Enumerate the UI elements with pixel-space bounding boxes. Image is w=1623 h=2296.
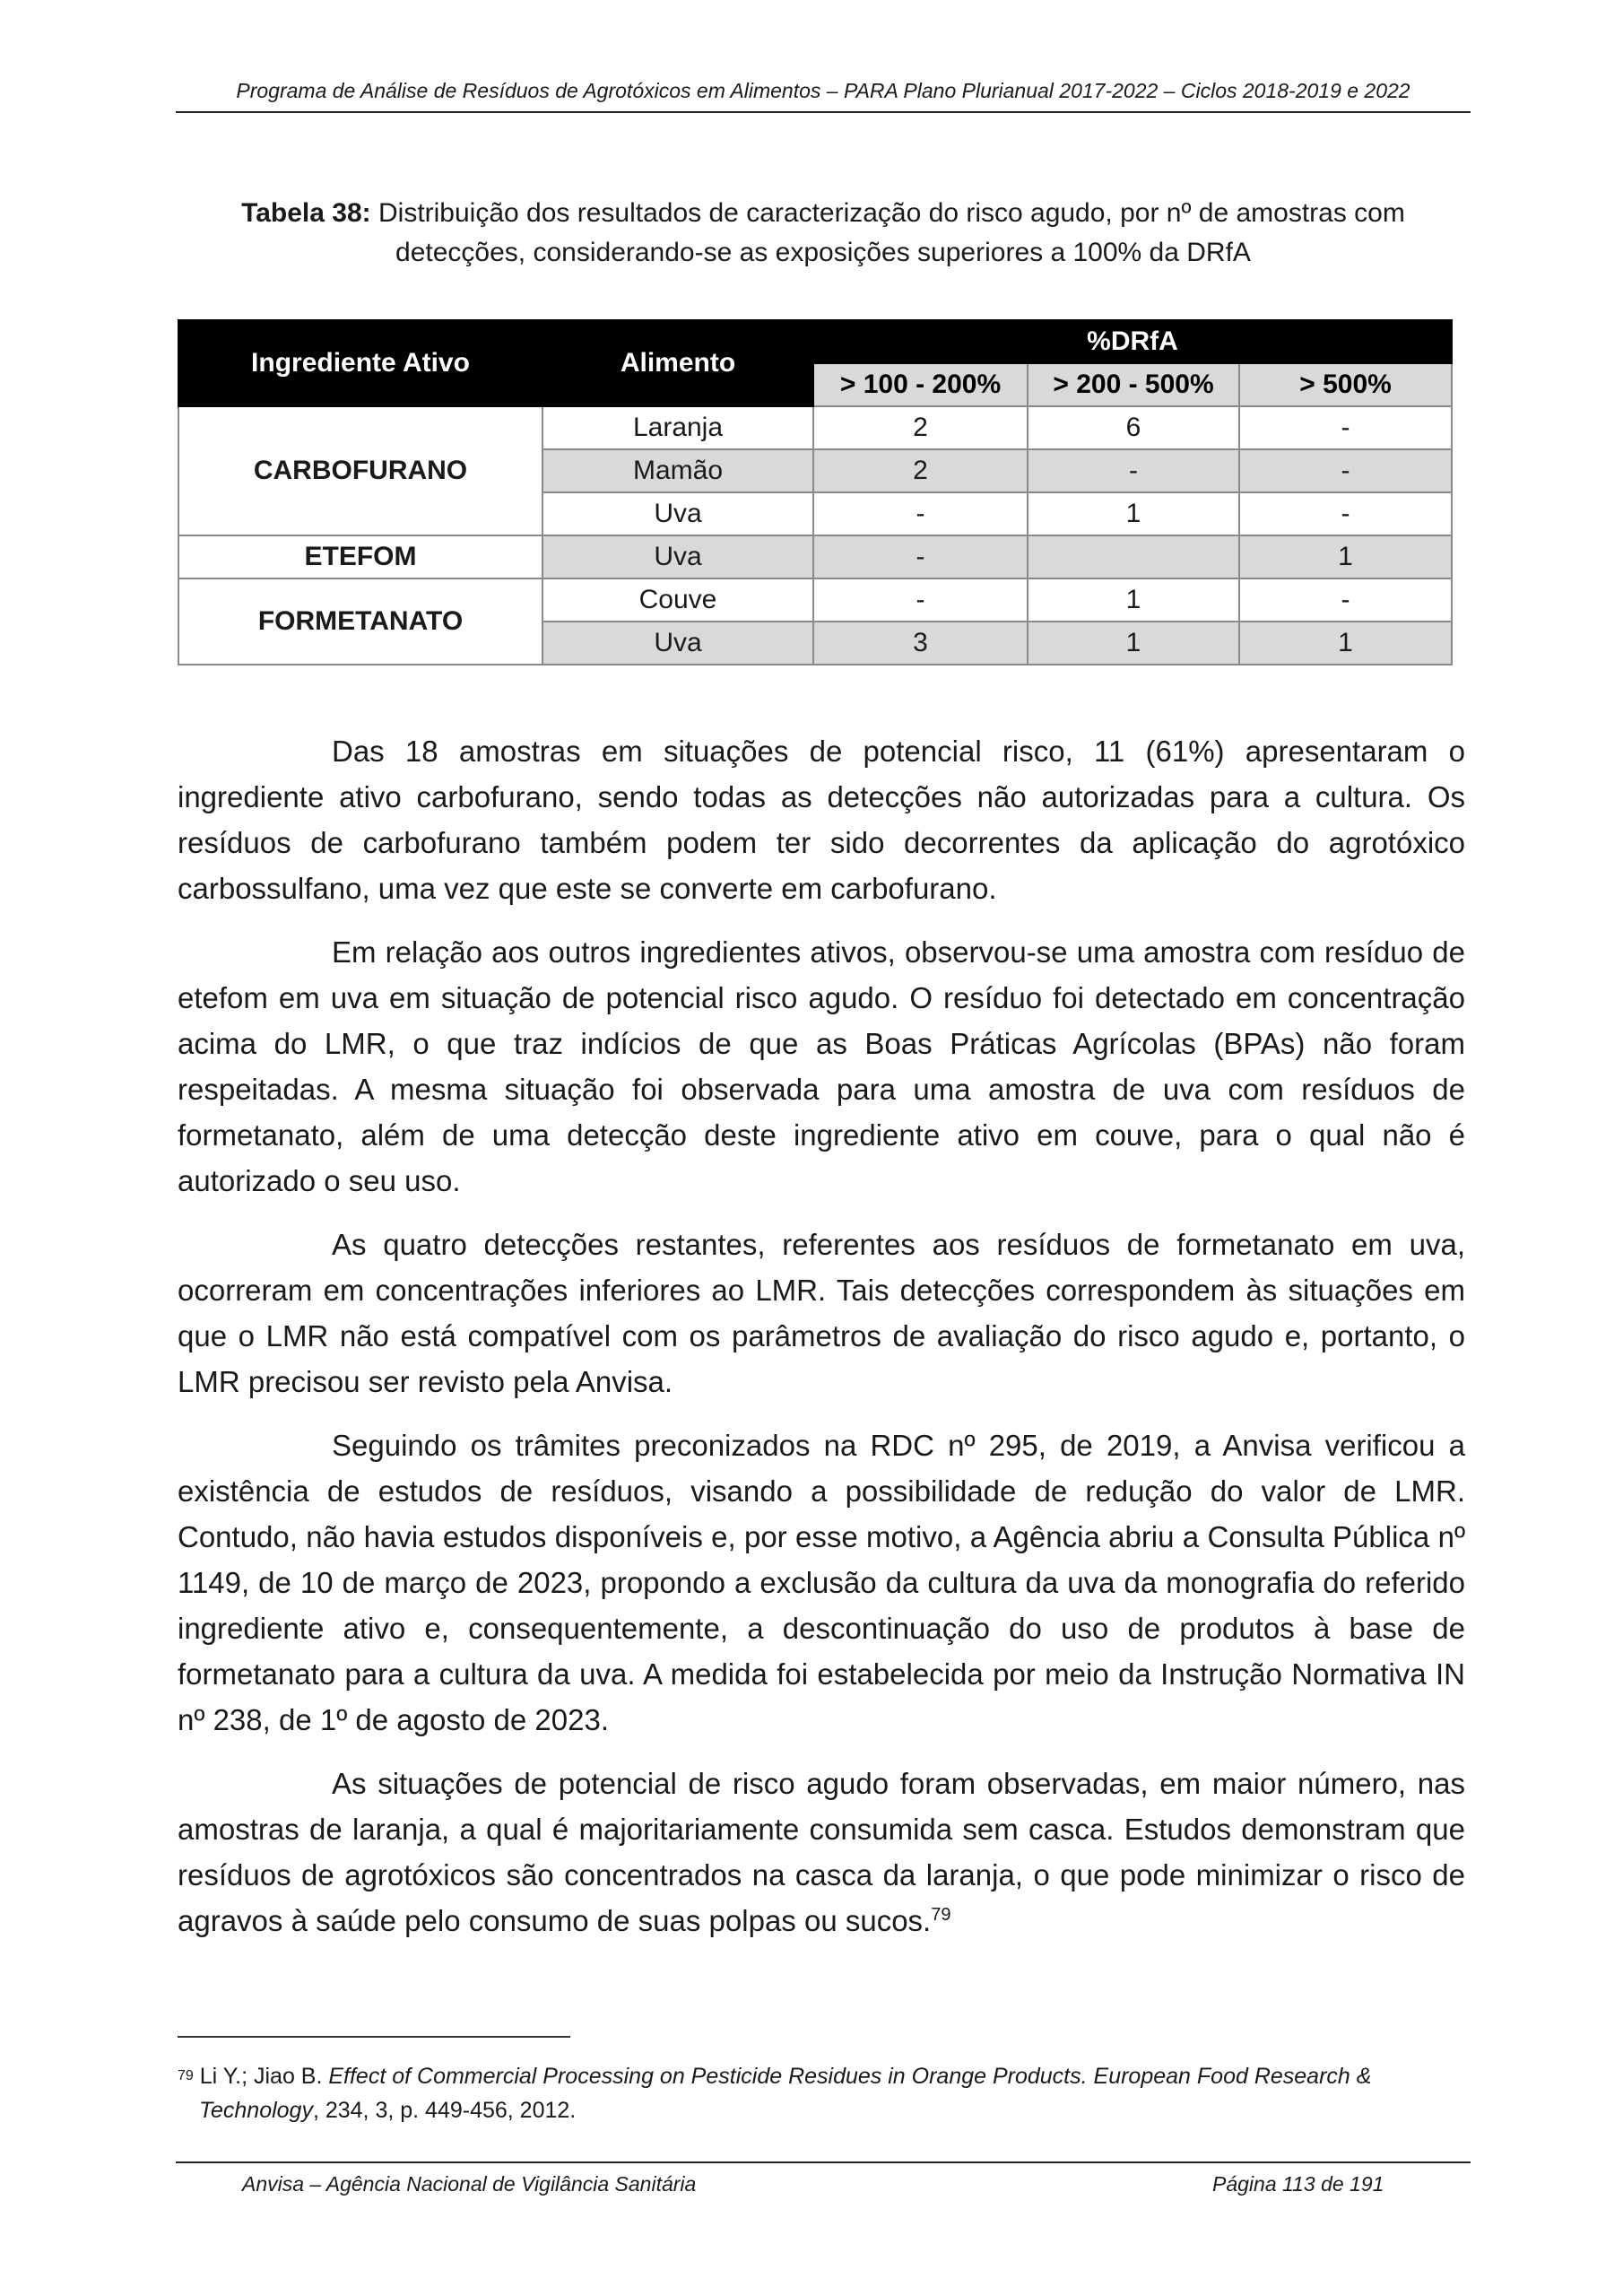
value-cell: 3 <box>813 622 1028 665</box>
value-cell: - <box>1239 406 1452 449</box>
paragraph: Em relação aos outros ingredientes ativos, observou-se uma amostra com resíduo de etefom em uva em situação de potencial risco agudo. O resíduo foi detectado em concentração acima do LMR, o que traz indícios de que as Boas Práticas Agrícolas (BPAs) não foram respeitadas. A mesma situação foi observada para uma amostra de uva com resíduos de formetanato, além de uma detecção deste ingrediente ativo em couve, para o qual não é autorizado o seu uso. <box>178 935 1465 1197</box>
running-header: Programa de Análise de Resíduos de Agrotóxicos em Alimentos – PARA Plano Plurianual 2017-2022 – Ciclos 2018-2019 e 2022 <box>236 79 1410 102</box>
ingredient-cell: ETEFOM <box>178 535 542 578</box>
value-cell: 2 <box>813 406 1028 449</box>
header-ingredient: Ingrediente Ativo <box>178 320 542 406</box>
header-divider <box>176 111 1471 113</box>
value-cell: - <box>1239 492 1452 535</box>
food-cell: Uva <box>542 622 813 665</box>
body-text <box>178 728 1465 1961</box>
value-cell: - <box>1239 578 1452 622</box>
footer-divider <box>176 2161 1471 2163</box>
value-cell: 2 <box>813 449 1028 492</box>
footnote-title: Effect of Commercial Processing on Pesticide Residues in Orange Products. European Food Research & <box>328 2064 1372 2089</box>
food-cell: Couve <box>542 578 813 622</box>
footnote-rest: , 234, 3, p. 449-456, 2012. <box>312 2098 577 2123</box>
value-cell: 1 <box>1028 578 1239 622</box>
value-cell: 6 <box>1028 406 1239 449</box>
value-cell: - <box>1028 449 1239 492</box>
risk-table <box>178 319 1453 665</box>
footnote-title-cont: Technology <box>199 2098 313 2123</box>
food-cell: Uva <box>542 492 813 535</box>
header-drfa: %DRfA <box>813 320 1452 363</box>
footnote-divider <box>178 2036 570 2038</box>
value-cell: 1 <box>1239 622 1452 665</box>
value-cell: - <box>813 492 1028 535</box>
caption-label: Tabela 38: <box>241 198 371 228</box>
caption-text-line2: detecções, considerando-se as exposições superiores a 100% da DRfA <box>395 238 1251 267</box>
footnote-number: 79 <box>178 2068 194 2083</box>
paragraph: Seguindo os trâmites preconizados na RDC nº 295, de 2019, a Anvisa verificou a existência de estudos de resíduos, visando a possibilidade de redução do valor de LMR. Contudo, não havia estudos disponíveis e, por esse motivo, a Agência abriu a Consulta Pública nº 1149, de 10 de março de 2023, propondo a exclusão da cultura da uva da monografia do referido ingrediente ativo e, consequentemente, a descontinuação do uso de produtos à base de formetanato para a cultura da uva. A medida foi estabelecida por meio da Instrução Normativa IN nº 238, de 1º de agosto de 2023. <box>178 1429 1465 1736</box>
value-cell: - <box>813 578 1028 622</box>
header-food: Alimento <box>542 320 813 406</box>
value-cell: 1 <box>1028 622 1239 665</box>
value-cell: - <box>813 535 1028 578</box>
ingredient-cell: FORMETANATO <box>178 578 542 665</box>
value-cell <box>1028 535 1239 578</box>
footnote-authors: Li Y.; Jiao B. <box>193 2064 329 2089</box>
paragraph-text: As situações de potencial de risco agudo foram observadas, em maior número, nas amostras de laranja, a qual é majoritariamente consumida sem casca. Estudos demonstram que resíduos de agrotóxicos são concentrados na casca da laranja, o que pode minimizar o risco de agravos à saúde pelo consumo de suas polpas ou sucos. <box>178 1767 1465 1937</box>
food-cell: Laranja <box>542 406 813 449</box>
ingredient-cell: CARBOFURANO <box>178 406 542 535</box>
food-cell: Mamão <box>542 449 813 492</box>
value-cell: - <box>1239 449 1452 492</box>
table-caption <box>176 194 1471 273</box>
caption-text-line1: Distribuição dos resultados de caracterização do risco agudo, por nº de amostras com <box>370 198 1405 228</box>
header-range-2: > 200 - 500% <box>1028 363 1239 406</box>
food-cell: Uva <box>542 535 813 578</box>
value-cell: 1 <box>1239 535 1452 578</box>
footer-agency: Anvisa – Agência Nacional de Vigilância Sanitária <box>242 2172 697 2196</box>
page-number: Página 113 de 191 <box>1212 2172 1384 2196</box>
header-range-1: > 100 - 200% <box>813 363 1028 406</box>
table-row <box>178 578 1452 622</box>
paragraph-last <box>178 1761 1465 1944</box>
value-cell: 1 <box>1028 492 1239 535</box>
paragraph: As quatro detecções restantes, referentes aos resíduos de formetanato em uva, ocorreram em concentrações inferiores ao LMR. Tais detecções correspondem às situações em que o LMR não está compatível com os parâmetros de avaliação do risco agudo e, portanto, o LMR precisou ser revisto pela Anvisa. <box>178 1228 1465 1398</box>
table-row <box>178 535 1452 578</box>
header-range-3: > 500% <box>1239 363 1452 406</box>
footnote <box>178 2059 1465 2127</box>
paragraph: Das 18 amostras em situações de potencial risco, 11 (61%) apresentaram o ingrediente ativo carbofurano, sendo todas as detecções não autorizadas para a cultura. Os resíduos de carbofurano também podem ter sido decorrentes da aplicação do agrotóxico carbossulfano, uma vez que este se converte em carbofurano. <box>178 735 1465 905</box>
footnote-reference[interactable]: 79 <box>931 1905 951 1925</box>
table-row <box>178 406 1452 449</box>
